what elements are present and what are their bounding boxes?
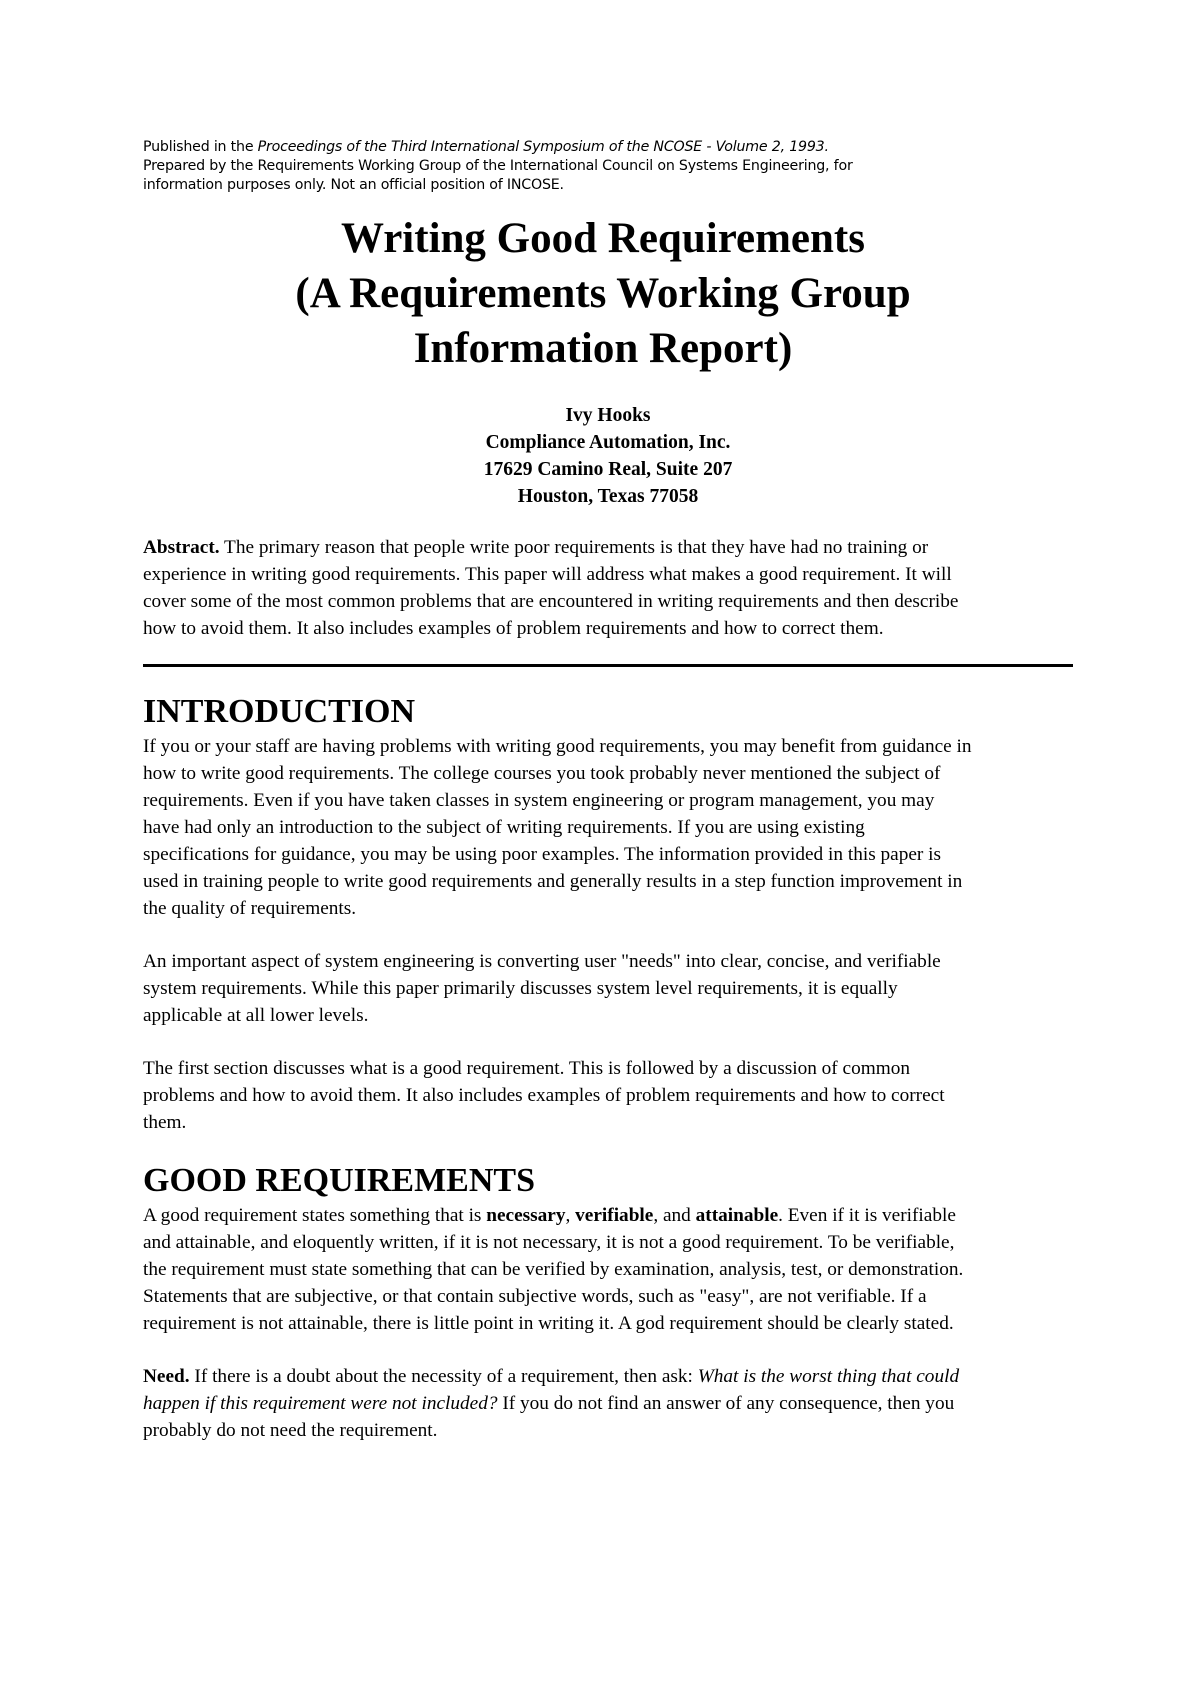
- term-attainable: attainable: [695, 1205, 779, 1226]
- publication-note: [143, 138, 943, 195]
- abstract-text: The primary reason that people write poor requirements is that they have had no training or experience in writing good requirements. This paper will address what makes a good requirement. It will cover some of the most common problems that are encountered in writing requirements and then describe how to avoid them. It also includes examples of problem requirements and how to correct them.: [143, 537, 959, 639]
- title-line-1: Writing Good Requirements: [341, 215, 865, 262]
- good-req-text-a: A good requirement states something that is: [143, 1205, 487, 1226]
- document-title: [133, 211, 1073, 376]
- introduction-heading: INTRODUCTION: [143, 693, 416, 730]
- author-block: [143, 402, 1073, 510]
- term-verifiable: verifiable: [575, 1205, 654, 1226]
- good-req-sep-1: ,: [565, 1205, 576, 1226]
- abstract-paragraph: [143, 534, 973, 642]
- section-divider: [143, 664, 1073, 667]
- title-line-3: Information Report): [413, 325, 793, 372]
- need-paragraph: [143, 1363, 973, 1444]
- good-req-sep-2: , and: [653, 1205, 696, 1226]
- title-line-2: (A Requirements Working Group: [295, 270, 911, 317]
- publication-line-3: information purposes only. Not an official position of INCOSE.: [143, 177, 564, 193]
- need-label: Need.: [143, 1366, 190, 1387]
- good-requirements-heading: GOOD REQUIREMENTS: [143, 1162, 535, 1199]
- document-page: [143, 138, 1073, 1470]
- good-req-text-b: . Even if it is verifiable and attainable, and eloquently written, if it is not necessary, it is not a good requirement. To be verifiable, the requirement must state something that can be verified by examination, analysis, test, or demonstration. Statements that are subjective, or that contain subjective words, such as "easy", are not verifiable. If a requirement is not attainable, there is little point in writing it. A god requirement should be clearly stated.: [143, 1205, 964, 1334]
- author-street: 17629 Camino Real, Suite 207: [483, 459, 733, 480]
- need-question: What is the worst thing that could happen if this requirement were not included?: [143, 1366, 960, 1414]
- introduction-paragraph-3: The first section discusses what is a good requirement. This is followed by a discussion of common problems and how to avoid them. It also includes examples of problem requirements and how to correct them.: [143, 1058, 945, 1133]
- author-name: Ivy Hooks: [565, 405, 651, 426]
- author-city: Houston, Texas 77058: [517, 486, 699, 507]
- abstract-label: Abstract.: [143, 537, 220, 558]
- publication-line-2: Prepared by the Requirements Working Group of the International Council on Systems Engineering, for: [143, 158, 853, 174]
- publication-prefix: Published in the: [143, 139, 258, 155]
- introduction-paragraph-2: An important aspect of system engineering is converting user "needs" into clear, concise, and verifiable system requirements. While this paper primarily discusses system level requirements, it is equally applicable at all lower levels.: [143, 951, 941, 1026]
- need-text-b: If you do not find an answer of any consequence, then you probably do not need the requirement.: [143, 1393, 955, 1441]
- publication-venue: Proceedings of the Third International Symposium of the NCOSE - Volume 2, 1993.: [257, 139, 829, 155]
- author-company: Compliance Automation, Inc.: [485, 432, 731, 453]
- introduction-paragraph-1: If you or your staff are having problems with writing good requirements, you may benefit from guidance in how to write good requirements. The college courses you took probably never mentioned the subject of requirements. Even if you have taken classes in system engineering or program management, you may have had only an introduction to the subject of writing requirements. If you are using existing specifications for guidance, you may be using poor examples. The information provided in this paper is used in training people to write good requirements and generally results in a step function improvement in the quality of requirements.: [143, 736, 972, 919]
- good-requirements-paragraph: [143, 1202, 973, 1337]
- term-necessary: necessary: [486, 1205, 566, 1226]
- need-text-a: If there is a doubt about the necessity of a requirement, then ask:: [189, 1366, 698, 1387]
